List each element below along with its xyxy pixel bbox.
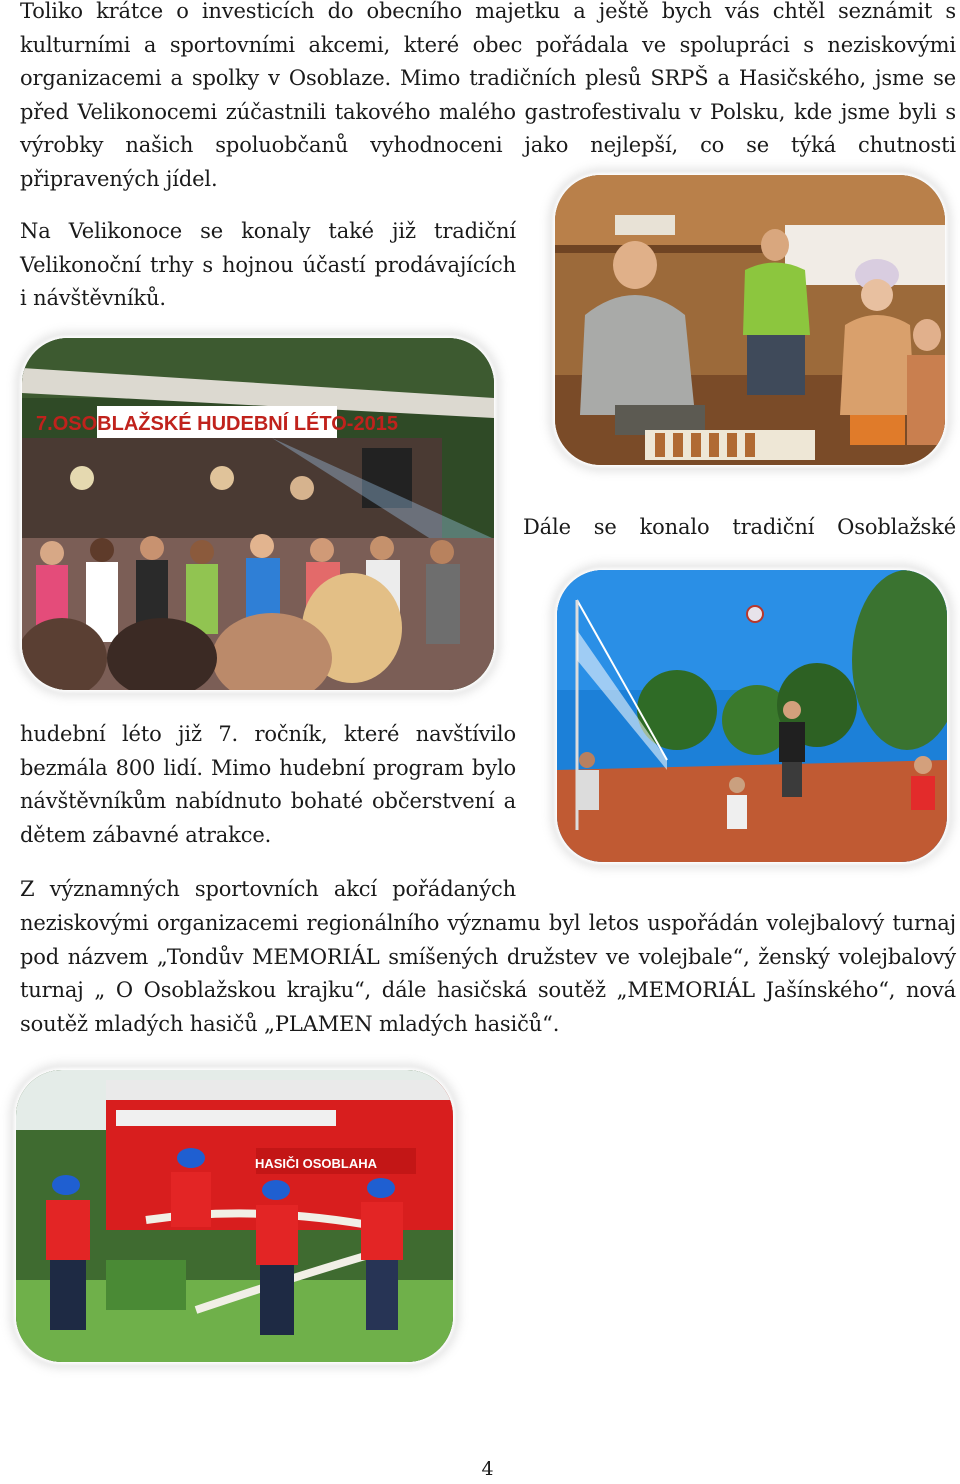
- photo-firefighters-competition: [16, 1070, 453, 1362]
- firetruck-sign-text: HASIČI OSOBLAHA: [254, 1156, 378, 1171]
- paragraph-intro: Toliko krátce o investicích do obecního majetku a ještě bych vás chtěl seznámit s kulturními a sportovními akcemi, které obec pořádala ve spolupráci s neziskovými organizacemi a spolky v Osoblaze. Mimo tradičních plesů SRPŠ a Hasičského, jsme se před Velikonocemi zúčastnili takového malého gastrofestivalu v Polsku, kde jsme byli s výrobky našich spoluobčanů vyhodnoceni jako nejlepší, co se týká chutnosti připravených jídel.: [20, 0, 956, 191]
- photo-easter-market: [555, 175, 945, 465]
- concert-banner-text: 7.OSOBLAŽSKÉ HUDEBNÍ LÉTO-2015: [36, 413, 398, 435]
- paragraph-music-summer-details: hudební léto již 7. ročník, které navštívilo bezmála 800 lidí. Mimo hudební program bylo návštěvníkům nabídnuto bohaté občerstvení a dětem zábavné atrakce.: [20, 722, 516, 847]
- paragraph-easter-markets: Na Velikonoce se konaly také již tradiční Velikonoční trhy s hojnou účastí prodávajících i návštěvníků.: [20, 219, 516, 310]
- photo-volleyball: [557, 570, 947, 862]
- paragraph-sports-start: Z významných sportovních akcí pořádaných: [20, 877, 516, 901]
- paragraph-sports-events: neziskovými organizacemi regionálního významu byl letos uspořádán volejbalový turnaj pod názvem „Tondův MEMORIÁL smíšených družstev ve volejbale“, ženský volejbalový turnaj „ O Osoblažskou krajku“, dále hasičská soutěž „MEMORIÁL Jašínského“, nová soutěž mladých hasičů „PLAMEN mladých hasičů“.: [20, 911, 956, 1036]
- photo-music-summer-concert: [22, 338, 494, 690]
- paragraph-music-summer-start: Dále se konalo tradiční Osoblažské: [523, 515, 956, 539]
- page-number: 4: [481, 1458, 494, 1480]
